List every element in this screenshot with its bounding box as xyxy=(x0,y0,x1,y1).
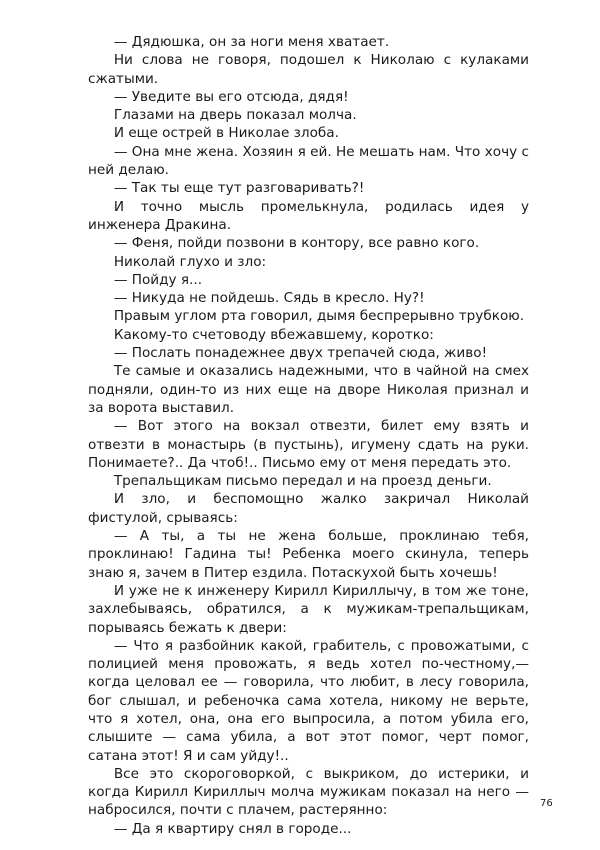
paragraph: — Что я разбойник какой, грабитель, с провожатыми, с полицией меня провожать, я ведь хотел по-честному,— когда целовал ее — говорила, что любит, в лесу говорила, бог слышал, и ребеночка сама хотела, никому не верьте, что я хотел, она, она его выпросила, а потом убила его, слышите — сама убила, а вот этот помог, черт помог, сатана этот! Я и сам уйду!.. xyxy=(88,637,529,764)
paragraph: Трепальщикам письмо передал и на проезд деньги. xyxy=(113,473,492,490)
paragraph: — Послать понадежнее двух трепачей сюда, живо! xyxy=(113,345,488,362)
paragraph: Какому-то счетоводу вбежавшему, коротко: xyxy=(113,326,434,343)
paragraph: — Феня, пойди позвони в контору, все равно кого. xyxy=(113,235,480,252)
paragraph: И еще острей в Николае злоба. xyxy=(113,125,339,142)
paragraph: — Она мне жена. Хозяин я ей. Не мешать нам. Что хочу с ней делаю. xyxy=(88,143,529,179)
paragraph: — А ты, а ты не жена больше, проклинаю тебя, проклинаю! Гадина ты! Ребенка моего скинула, теперь знаю я, зачем в Питер ездила. Потаскухой быть хочешь! xyxy=(88,528,529,581)
paragraph: — Дядюшка, он за ноги меня хватает. xyxy=(113,34,390,50)
paragraph: Правым углом рта говорил, дымя беспрерывно трубкою. xyxy=(113,308,525,325)
paragraph: — Уведите вы его отсюда, дядя! xyxy=(113,88,349,105)
paragraph: — Никуда не пойдешь. Сядь в кресло. Ну?! xyxy=(113,290,425,307)
paragraph: — Пойду я... xyxy=(113,271,203,288)
paragraph: Все это скороговоркой, с выкриком, до истерики, и когда Кирилл Кириллыч молча мужикам показал на него — набросился, почти с плачем, растерянно: xyxy=(88,765,529,819)
paragraph: — Вот этого на вокзал отвезти, билет ему взять и отвезти в монастырь (в пустынь), игумену сдать на руки. Понимаете?.. Да чтоб!.. Письмо ему от меня передать это. xyxy=(88,418,529,471)
paragraph: Глазами на дверь показал молча. xyxy=(113,107,357,124)
paragraph: Те самые и оказались надежными, что в чайной на смех подняли, один-то из них еще на дворе Николая признал и за ворота выставил. xyxy=(88,363,529,416)
paragraph: И уже не к инженеру Кирилл Кириллычу, в том же тоне, захлебываясь, обратился, а к мужикам-трепальщикам, порываясь бежать к двери: xyxy=(88,582,529,636)
paragraph: — Да я квартиру снял в городе... xyxy=(113,820,352,837)
body-text xyxy=(88,33,529,838)
paragraph: И зло, и беспомощно жалко закричал Николай фистулой, срываясь: xyxy=(88,491,529,526)
page-number: 76 xyxy=(540,798,553,809)
paragraph: Ни слова не говоря, подошел к Николаю с кулаками сжатыми. xyxy=(88,52,529,87)
paragraph: Николай глухо и зло: xyxy=(113,253,267,270)
paragraph: — Так ты еще тут разговаривать?! xyxy=(113,180,365,197)
paragraph: И точно мысль промелькнула, родилась идея у инженера Дракина. xyxy=(88,198,529,233)
